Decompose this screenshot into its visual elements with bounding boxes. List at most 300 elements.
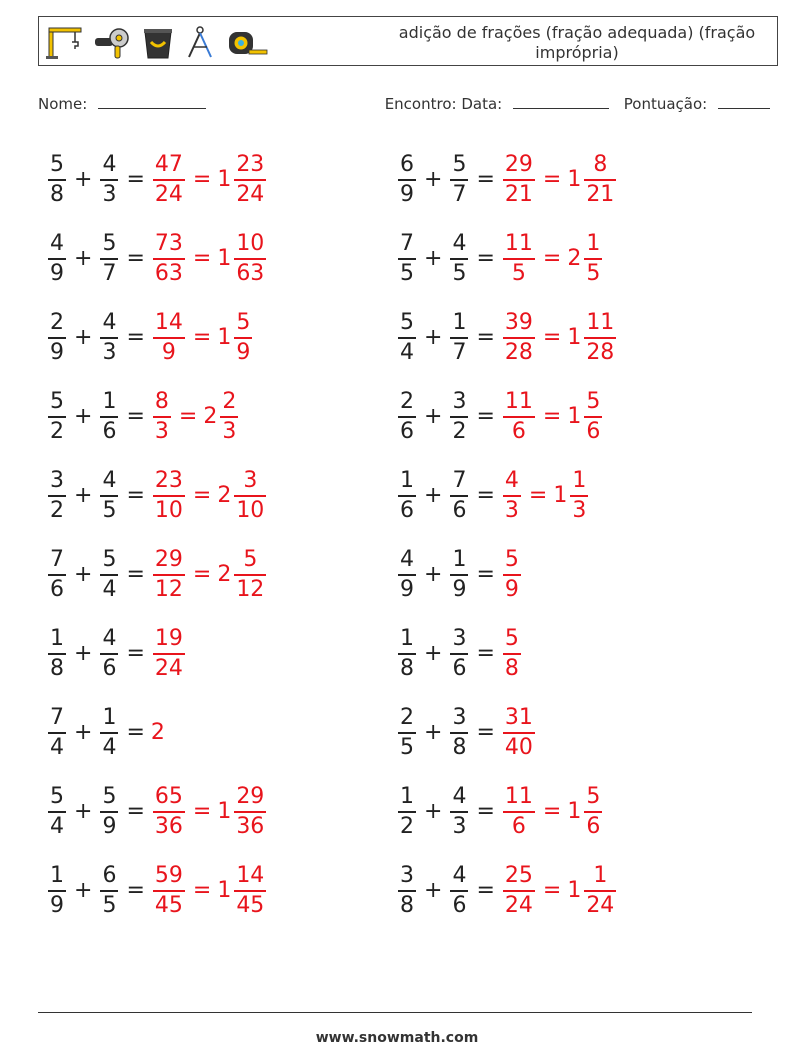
- fraction-bar: [450, 337, 468, 339]
- fraction-bar: [503, 495, 521, 497]
- problem-row: [46, 140, 268, 219]
- addend-b-denominator: 4: [102, 734, 117, 760]
- addend-a-numerator: 3: [50, 467, 64, 493]
- fraction-bar: [100, 653, 118, 655]
- addend-b-fraction: [450, 388, 468, 444]
- answer-denominator: 8: [504, 655, 519, 681]
- fraction-bar: [570, 495, 588, 497]
- answer-numerator: 11: [504, 230, 533, 256]
- footer-divider: [38, 1012, 752, 1013]
- addend-b-numerator: 4: [102, 467, 117, 493]
- mixed-fraction: [234, 230, 266, 286]
- addend-a-numerator: 7: [400, 230, 414, 256]
- worksheet-title: adição de frações (fração adequada) (fração imprópria): [398, 23, 756, 62]
- fraction-bar: [220, 416, 238, 418]
- addend-a-denominator: 9: [50, 892, 64, 918]
- mixed-whole: 1: [567, 403, 582, 429]
- equals-sign: =: [476, 640, 495, 666]
- mixed-numerator: 10: [236, 230, 265, 256]
- addend-b-numerator: 5: [102, 546, 117, 572]
- addend-a-denominator: 8: [400, 655, 414, 681]
- addend-a-denominator: 9: [400, 576, 414, 602]
- addend-b-denominator: 3: [102, 339, 117, 365]
- answer-denominator: 63: [154, 260, 183, 286]
- fraction-bar: [450, 732, 468, 734]
- mixed-fraction: [584, 309, 616, 365]
- answer-denominator: 36: [154, 813, 183, 839]
- plus-sign: +: [74, 561, 93, 587]
- addend-a-fraction: [48, 467, 66, 523]
- plus-sign: +: [74, 719, 93, 745]
- mixed-numerator: 5: [236, 309, 251, 335]
- plus-sign: +: [74, 245, 93, 271]
- plus-sign: +: [424, 166, 443, 192]
- name-blank[interactable]: [98, 94, 206, 109]
- equals-sign: =: [476, 877, 495, 903]
- addend-b-numerator: 4: [102, 151, 117, 177]
- addend-a-numerator: 2: [400, 704, 414, 730]
- mixed-whole: 2: [217, 482, 232, 508]
- addend-a-fraction: [48, 783, 66, 839]
- addend-a-denominator: 9: [400, 181, 414, 207]
- mixed-numerator: 8: [593, 151, 608, 177]
- addend-b-denominator: 3: [452, 813, 467, 839]
- mixed-fraction: [234, 546, 266, 602]
- mixed-denominator: 24: [236, 181, 265, 207]
- addend-b-fraction: [100, 388, 118, 444]
- addend-b-numerator: 4: [452, 783, 467, 809]
- mixed-denominator: 21: [586, 181, 615, 207]
- fraction-bar: [584, 258, 602, 260]
- fraction-bar: [234, 890, 266, 892]
- fraction-bar: [48, 416, 66, 418]
- addend-a-fraction: [48, 862, 66, 918]
- fraction-bar: [584, 179, 616, 181]
- answer-denominator: 24: [154, 655, 183, 681]
- addend-a-numerator: 1: [50, 862, 64, 888]
- bucket-icon: [141, 24, 175, 60]
- plus-sign: +: [74, 877, 93, 903]
- addend-a-numerator: 5: [50, 151, 64, 177]
- problem-row: [396, 535, 618, 614]
- addend-a-fraction: [398, 783, 416, 839]
- mixed-numerator: 1: [593, 862, 608, 888]
- answer-mixed: [537, 230, 604, 286]
- addend-a-numerator: 1: [400, 625, 414, 651]
- addend-b-fraction: [100, 783, 118, 839]
- equals-sign: =: [126, 482, 145, 508]
- mixed-denominator: 3: [222, 418, 237, 444]
- fraction-bar: [503, 416, 535, 418]
- addend-b-denominator: 6: [452, 892, 467, 918]
- problems-right-column: [396, 140, 618, 930]
- fraction-bar: [153, 890, 185, 892]
- mixed-denominator: 10: [236, 497, 265, 523]
- mixed-denominator: 12: [236, 576, 265, 602]
- mixed-whole: 1: [567, 166, 582, 192]
- answer-numerator: 65: [154, 783, 183, 809]
- mixed-whole: 1: [217, 798, 232, 824]
- problem-row: [46, 298, 268, 377]
- addend-a-numerator: 5: [50, 783, 64, 809]
- addend-a-numerator: 1: [50, 625, 64, 651]
- plus-sign: +: [74, 482, 93, 508]
- equals-sign: =: [542, 324, 562, 350]
- addend-b-numerator: 7: [452, 467, 467, 493]
- mixed-denominator: 24: [586, 892, 615, 918]
- addend-b-fraction: [450, 704, 468, 760]
- fraction-bar: [398, 653, 416, 655]
- fraction-bar: [100, 337, 118, 339]
- equals-sign: =: [126, 245, 145, 271]
- fraction-bar: [48, 337, 66, 339]
- addend-b-numerator: 5: [452, 151, 467, 177]
- answer-denominator: 3: [154, 418, 169, 444]
- addend-b-fraction: [450, 625, 468, 681]
- problem-row: [396, 219, 618, 298]
- answer-numerator: 19: [154, 625, 183, 651]
- fraction-bar: [100, 495, 118, 497]
- mixed-fraction: [234, 309, 252, 365]
- addend-a-fraction: [398, 230, 416, 286]
- equals-sign: =: [542, 877, 562, 903]
- answer-numerator: 59: [154, 862, 183, 888]
- mixed-whole: 1: [217, 245, 232, 271]
- fraction-bar: [48, 890, 66, 892]
- addend-b-denominator: 4: [102, 576, 117, 602]
- name-label: Nome:: [38, 95, 88, 113]
- mixed-fraction: [584, 388, 602, 444]
- equals-sign: =: [542, 403, 562, 429]
- addend-a-denominator: 8: [50, 655, 64, 681]
- mixed-fraction: [220, 388, 238, 444]
- addend-a-fraction: [48, 546, 66, 602]
- answer-numerator: 8: [154, 388, 169, 414]
- equals-sign: =: [192, 798, 212, 824]
- mixed-whole: 1: [567, 877, 582, 903]
- equals-sign: =: [542, 245, 562, 271]
- equals-sign: =: [126, 798, 145, 824]
- addend-a-denominator: 6: [400, 497, 414, 523]
- problem-row: [396, 693, 618, 772]
- equals-sign: =: [178, 403, 198, 429]
- addend-a-fraction: [398, 625, 416, 681]
- answer-denominator: 45: [154, 892, 183, 918]
- addend-a-numerator: 4: [400, 546, 414, 572]
- addend-a-fraction: [398, 862, 416, 918]
- addend-a-fraction: [48, 230, 66, 286]
- fraction-bar: [48, 258, 66, 260]
- answer-improper-fraction: [503, 546, 521, 602]
- mixed-numerator: 5: [586, 783, 601, 809]
- plus-sign: +: [424, 245, 443, 271]
- answer-improper: [501, 467, 523, 523]
- answer-numerator: 11: [504, 388, 533, 414]
- answer-improper-fraction: [503, 151, 535, 207]
- answer-improper-fraction: [503, 467, 521, 523]
- addend-a-denominator: 4: [400, 339, 414, 365]
- mixed-fraction: [584, 783, 602, 839]
- equals-sign: =: [126, 877, 145, 903]
- addend-b-denominator: 9: [102, 813, 117, 839]
- fraction-bar: [503, 890, 535, 892]
- addend-b-fraction: [450, 546, 468, 602]
- answer-denominator: 28: [504, 339, 533, 365]
- fraction-bar: [398, 495, 416, 497]
- fraction-bar: [153, 337, 185, 339]
- answer-improper: [501, 704, 537, 760]
- fraction-bar: [100, 416, 118, 418]
- addend-b-denominator: 6: [102, 418, 117, 444]
- problem-row: [46, 851, 268, 930]
- fraction-bar: [48, 574, 66, 576]
- answer-mixed: [187, 783, 268, 839]
- answer-improper: [151, 467, 187, 523]
- answer-denominator: 40: [504, 734, 533, 760]
- answer-numerator: 31: [504, 704, 533, 730]
- mixed-numerator: 1: [572, 467, 587, 493]
- answer-numerator: 73: [154, 230, 183, 256]
- equals-sign: =: [192, 877, 212, 903]
- fraction-bar: [100, 811, 118, 813]
- addend-a-denominator: 4: [50, 813, 64, 839]
- addend-b-fraction: [450, 783, 468, 839]
- addend-b-numerator: 4: [452, 230, 467, 256]
- equals-sign: =: [476, 324, 495, 350]
- problem-row: [46, 772, 268, 851]
- answer-improper-fraction: [153, 230, 185, 286]
- fraction-bar: [48, 495, 66, 497]
- addend-a-denominator: 9: [50, 339, 64, 365]
- mixed-fraction: [570, 467, 588, 523]
- equals-sign: =: [476, 403, 495, 429]
- answer-numerator: 29: [154, 546, 183, 572]
- fraction-bar: [153, 416, 171, 418]
- fraction-bar: [503, 258, 535, 260]
- answer-improper-fraction: [503, 230, 535, 286]
- problems-left-column: [46, 140, 268, 930]
- answer-denominator: 24: [154, 181, 183, 207]
- mixed-numerator: 11: [586, 309, 615, 335]
- addend-b-fraction: [450, 151, 468, 207]
- plus-sign: +: [424, 877, 443, 903]
- addend-b-numerator: 5: [102, 230, 117, 256]
- mixed-fraction: [584, 230, 602, 286]
- addend-b-denominator: 6: [452, 497, 467, 523]
- fraction-bar: [398, 732, 416, 734]
- fraction-bar: [153, 258, 185, 260]
- addend-a-fraction: [398, 467, 416, 523]
- answer-denominator: 6: [511, 418, 526, 444]
- plus-sign: +: [74, 324, 93, 350]
- addend-a-denominator: 8: [400, 892, 414, 918]
- fraction-bar: [100, 179, 118, 181]
- fraction-bar: [503, 179, 535, 181]
- fraction-bar: [450, 258, 468, 260]
- answer-denominator: 3: [504, 497, 519, 523]
- equals-sign: =: [126, 166, 145, 192]
- addend-a-fraction: [48, 309, 66, 365]
- equals-sign: =: [192, 245, 212, 271]
- fraction-bar: [153, 574, 185, 576]
- date-blank[interactable]: [513, 94, 609, 109]
- addend-b-numerator: 3: [452, 388, 467, 414]
- answer-improper-fraction: [503, 704, 535, 760]
- addend-a-fraction: [398, 309, 416, 365]
- equals-sign: =: [126, 561, 145, 587]
- answer-improper: [501, 625, 523, 681]
- addend-b-denominator: 9: [452, 576, 467, 602]
- compass-icon: [183, 24, 217, 60]
- answer-numerator: 47: [154, 151, 183, 177]
- addend-b-fraction: [450, 230, 468, 286]
- addend-b-fraction: [100, 546, 118, 602]
- angle-grinder-icon: [93, 24, 133, 60]
- answer-improper: [501, 388, 537, 444]
- score-blank[interactable]: [718, 94, 770, 109]
- answer-improper: [151, 546, 187, 602]
- date-score-fields: [385, 94, 770, 113]
- equals-sign: =: [476, 798, 495, 824]
- answer-whole-only: [150, 719, 165, 745]
- fraction-bar: [234, 574, 266, 576]
- problem-row: [46, 614, 268, 693]
- mixed-fraction: [584, 862, 616, 918]
- mixed-whole: 1: [553, 482, 568, 508]
- addend-a-numerator: 7: [50, 546, 64, 572]
- answer-denominator: 5: [511, 260, 526, 286]
- answer-denominator: 6: [511, 813, 526, 839]
- fraction-bar: [503, 337, 535, 339]
- fraction-bar: [100, 574, 118, 576]
- fraction-bar: [234, 495, 266, 497]
- equals-sign: =: [476, 245, 495, 271]
- answer-improper: [501, 546, 523, 602]
- answer-improper: [151, 230, 187, 286]
- answer-numerator: 11: [504, 783, 533, 809]
- answer-mixed: [537, 862, 618, 918]
- fraction-bar: [503, 653, 521, 655]
- answer-improper-fraction: [153, 783, 185, 839]
- problem-row: [396, 298, 618, 377]
- addend-a-denominator: 2: [50, 418, 64, 444]
- addend-a-numerator: 1: [400, 783, 414, 809]
- name-field: [38, 94, 206, 113]
- fraction-bar: [398, 416, 416, 418]
- fraction-bar: [398, 890, 416, 892]
- fraction-bar: [398, 179, 416, 181]
- plus-sign: +: [424, 403, 443, 429]
- answer-improper: [501, 862, 537, 918]
- answer-mixed: [537, 388, 604, 444]
- addend-a-denominator: 6: [50, 576, 64, 602]
- mixed-denominator: 45: [236, 892, 265, 918]
- answer-numerator: 29: [504, 151, 533, 177]
- answer-denominator: 9: [161, 339, 176, 365]
- addend-b-numerator: 3: [452, 625, 467, 651]
- mixed-whole: 1: [567, 324, 582, 350]
- addend-a-denominator: 2: [400, 813, 414, 839]
- score-label: Pontuação:: [623, 95, 708, 113]
- answer-improper-fraction: [153, 862, 185, 918]
- answer-mixed: [187, 467, 268, 523]
- equals-sign: =: [476, 719, 495, 745]
- problem-row: [396, 456, 618, 535]
- answer-improper-fraction: [153, 388, 171, 444]
- equals-sign: =: [126, 324, 145, 350]
- fraction-bar: [48, 811, 66, 813]
- fraction-bar: [100, 890, 118, 892]
- answer-improper: [151, 309, 187, 365]
- addend-b-numerator: 4: [452, 862, 467, 888]
- addend-b-numerator: 4: [102, 625, 117, 651]
- answer-improper-fraction: [153, 309, 185, 365]
- addend-b-denominator: 2: [452, 418, 467, 444]
- addend-a-numerator: 2: [50, 309, 64, 335]
- addend-a-numerator: 3: [400, 862, 414, 888]
- answer-improper: [501, 783, 537, 839]
- answer-denominator: 9: [504, 576, 519, 602]
- addend-a-fraction: [398, 388, 416, 444]
- answer-improper-fraction: [503, 783, 535, 839]
- answer-improper: [501, 151, 537, 207]
- addend-b-fraction: [100, 467, 118, 523]
- fraction-bar: [234, 811, 266, 813]
- answer-mixed: [187, 862, 268, 918]
- problem-row: [46, 219, 268, 298]
- equals-sign: =: [476, 561, 495, 587]
- answer-mixed: [187, 309, 254, 365]
- fraction-bar: [450, 653, 468, 655]
- answer-improper: [151, 151, 187, 207]
- addend-a-numerator: 5: [400, 309, 414, 335]
- plus-sign: +: [424, 640, 443, 666]
- equals-sign: =: [542, 166, 562, 192]
- fraction-bar: [398, 811, 416, 813]
- equals-sign: =: [192, 561, 212, 587]
- addend-b-fraction: [100, 704, 118, 760]
- tape-measure-icon: [225, 24, 269, 60]
- answer-improper-fraction: [153, 467, 185, 523]
- addend-b-fraction: [100, 151, 118, 207]
- fraction-bar: [398, 337, 416, 339]
- mixed-denominator: 5: [586, 260, 601, 286]
- addend-b-numerator: 1: [102, 388, 117, 414]
- mixed-numerator: 14: [236, 862, 265, 888]
- mixed-denominator: 36: [236, 813, 265, 839]
- answer-improper-fraction: [153, 625, 185, 681]
- addend-b-fraction: [450, 862, 468, 918]
- mixed-denominator: 28: [586, 339, 615, 365]
- mixed-fraction: [234, 151, 266, 207]
- equals-sign: =: [192, 324, 212, 350]
- mixed-whole: 2: [567, 245, 582, 271]
- header-icons: [45, 23, 269, 61]
- mixed-numerator: 5: [243, 546, 258, 572]
- fraction-bar: [398, 574, 416, 576]
- addend-b-fraction: [100, 309, 118, 365]
- addend-b-denominator: 7: [102, 260, 117, 286]
- answer-mixed: [523, 467, 590, 523]
- answer-improper: [501, 230, 537, 286]
- answer-denominator: 24: [504, 892, 533, 918]
- fraction-bar: [450, 890, 468, 892]
- equals-sign: =: [126, 719, 145, 745]
- answer-numerator: 39: [504, 309, 533, 335]
- answer-improper: [501, 309, 537, 365]
- fraction-bar: [100, 258, 118, 260]
- addend-a-fraction: [48, 151, 66, 207]
